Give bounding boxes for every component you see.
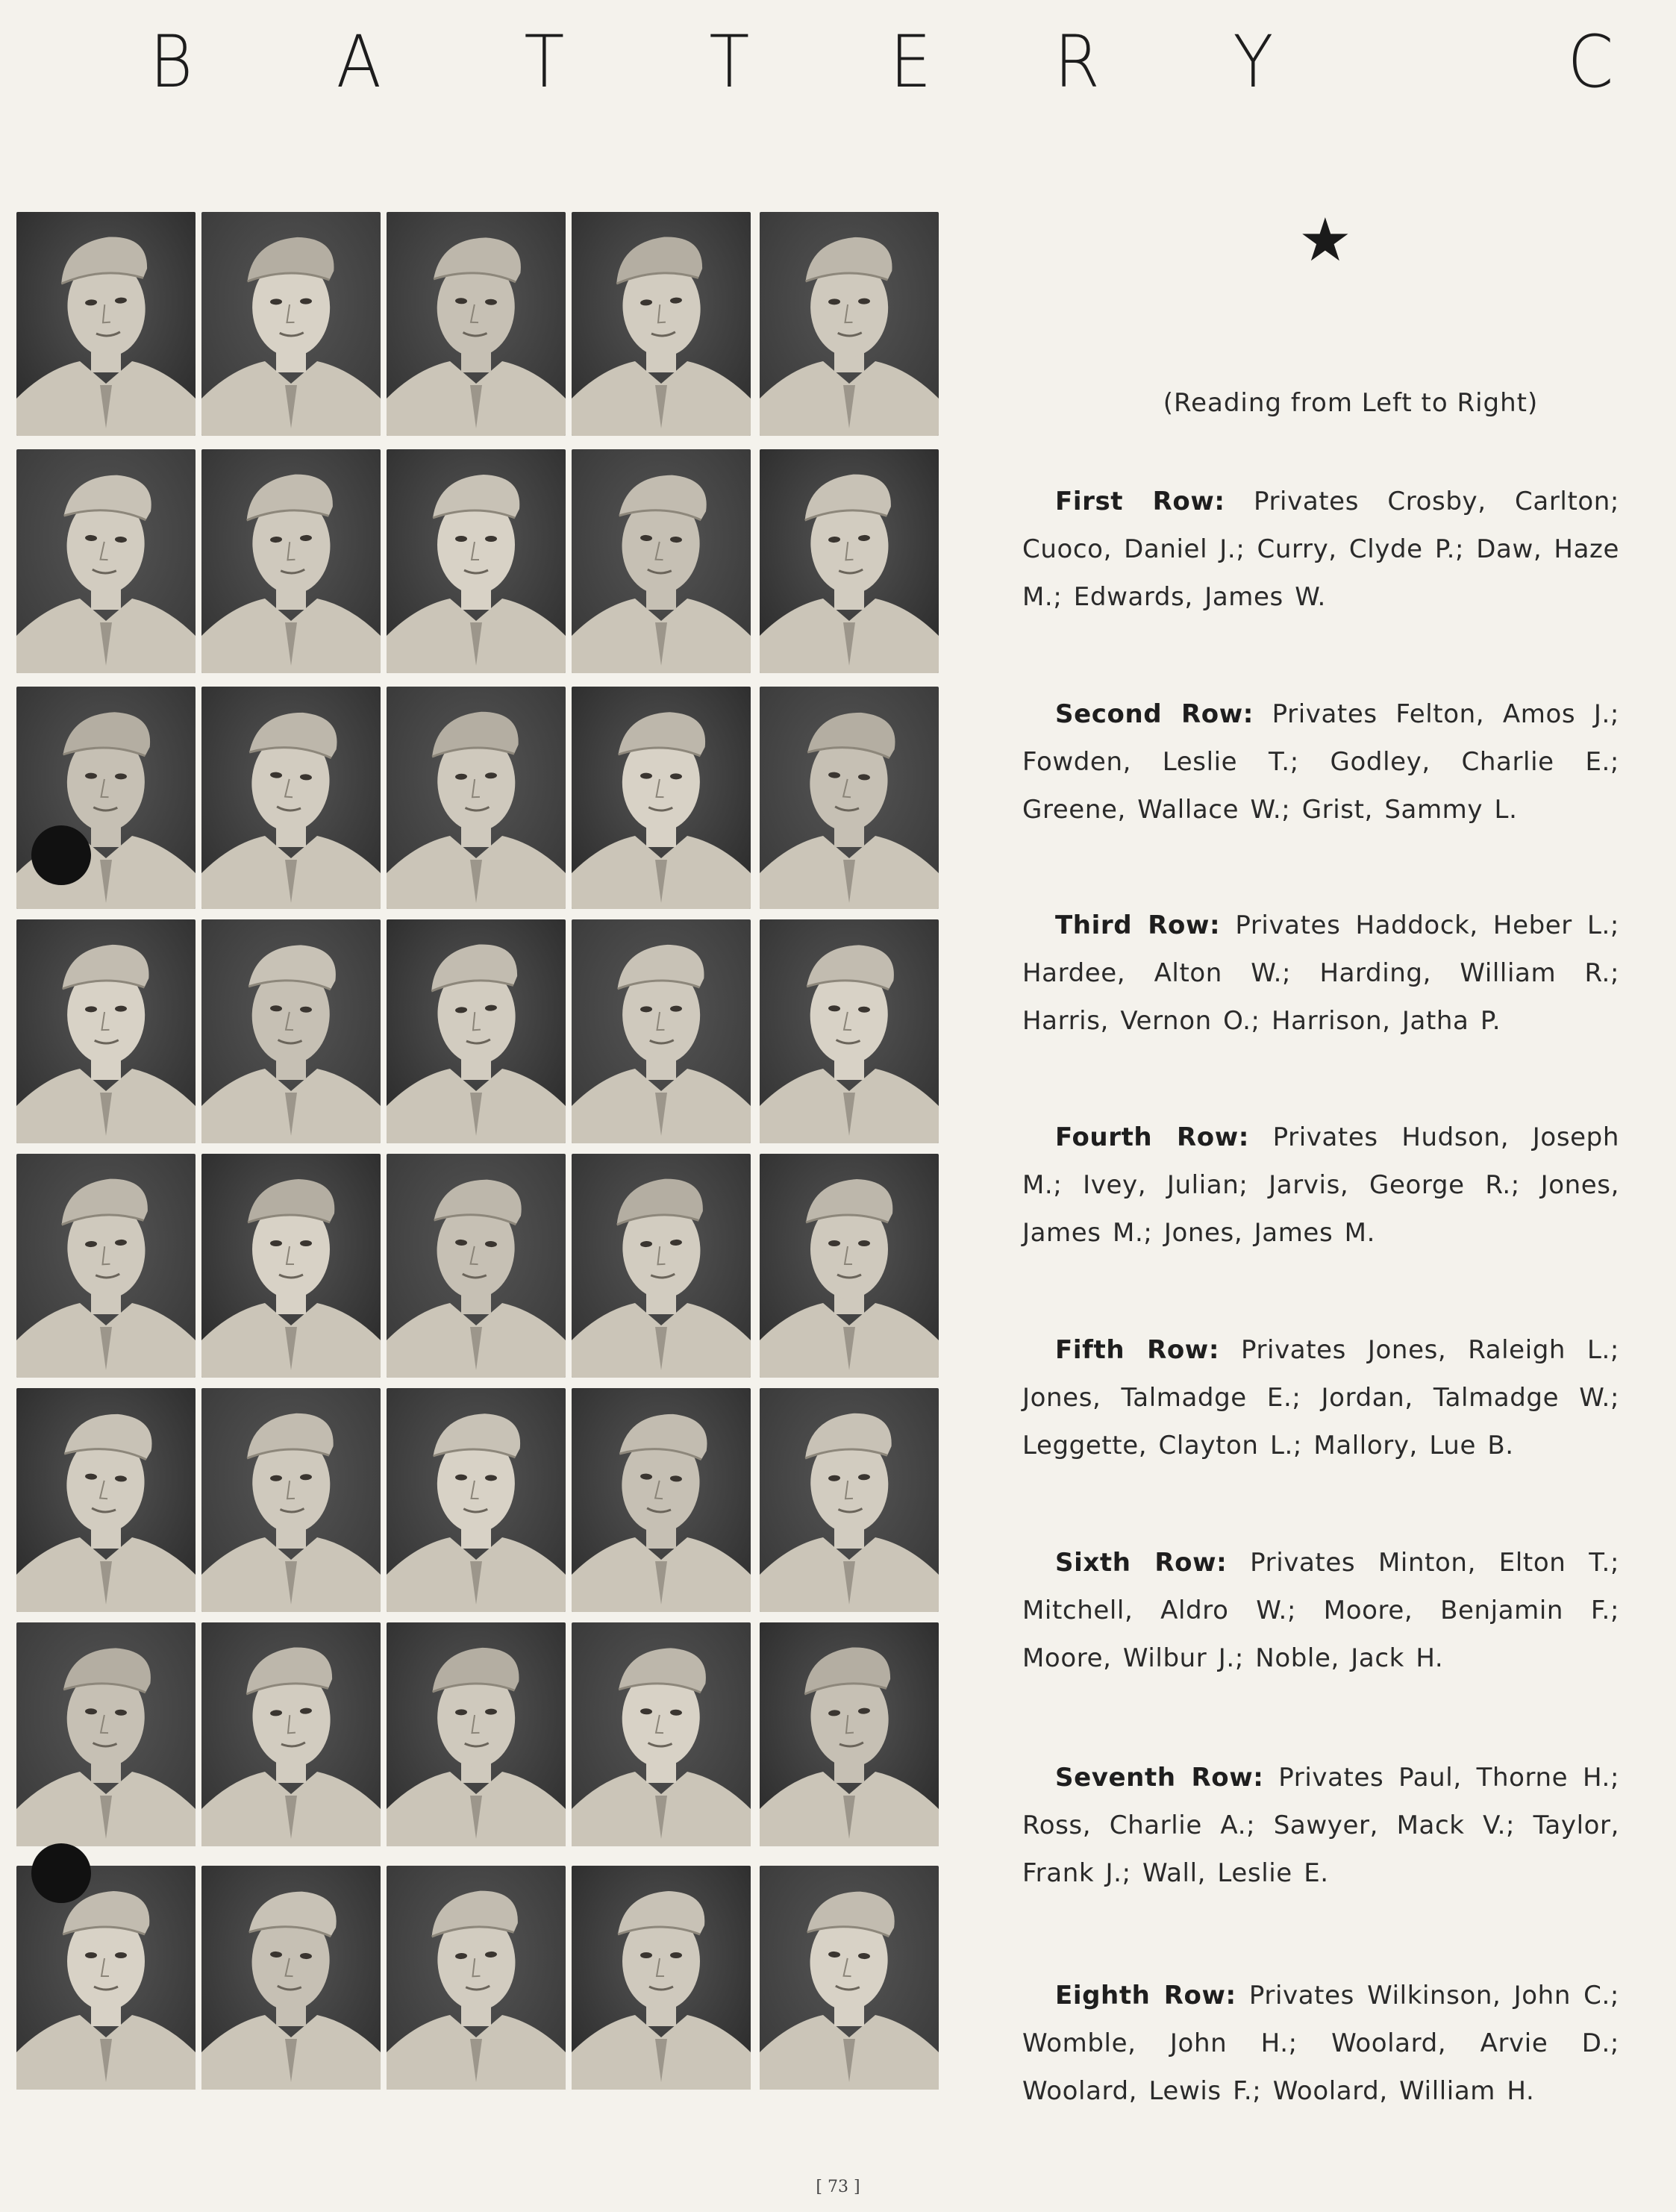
title-letter: C xyxy=(1567,20,1614,104)
row-label: First Row: xyxy=(1055,487,1225,516)
portrait-photo xyxy=(760,1154,939,1378)
row-caption-8 xyxy=(1022,1972,1619,2115)
page-number: [ 73 ] xyxy=(816,2178,860,2196)
row-label: Fifth Row: xyxy=(1055,1335,1220,1365)
portrait-photo xyxy=(572,687,751,909)
portrait-photo xyxy=(572,1388,751,1612)
page-title xyxy=(0,21,1676,103)
portrait-photo xyxy=(387,687,566,909)
portrait-photo xyxy=(760,212,939,436)
portrait-photo xyxy=(201,212,381,436)
row-names: Privates Minton, Elton T.; Mitchell, Aldro W.; Moore, Benjamin F.; Moore, Wilbur J.; Noble, Jack H. xyxy=(1022,1548,1619,1673)
row-names: Privates Felton, Amos J.; Fowden, Leslie T.; Godley, Charlie E.; Greene, Wallace W.; Grist, Sammy L. xyxy=(1022,699,1619,825)
title-letter: T xyxy=(709,20,750,104)
portrait-photo xyxy=(760,1866,939,2097)
row-caption-6 xyxy=(1022,1539,1619,1682)
portrait-photo xyxy=(387,1388,566,1612)
portrait-photo xyxy=(16,212,196,436)
row-label: Eighth Row: xyxy=(1055,1981,1236,2011)
portrait-photo xyxy=(572,1154,751,1378)
row-caption-2 xyxy=(1022,690,1619,834)
portrait-photo xyxy=(572,919,751,1143)
title-letter: E xyxy=(889,20,932,104)
row-names: Privates Haddock, Heber L.; Hardee, Alton W.; Harding, William R.; Harris, Vernon O.; Harrison, Jatha P. xyxy=(1022,910,1619,1036)
row-caption-7 xyxy=(1022,1754,1619,1897)
portrait-photo xyxy=(387,1154,566,1378)
row-names: Privates Hudson, Joseph M.; Ivey, Julian; Jarvis, George R.; Jones, James M.; Jones, James M. xyxy=(1022,1122,1619,1248)
title-letter: B xyxy=(149,20,193,104)
portrait-photo xyxy=(572,212,751,436)
portrait-photo xyxy=(387,1622,566,1848)
star-icon: ★ xyxy=(1298,205,1352,275)
portrait-photo xyxy=(760,687,939,909)
title-letter: R xyxy=(1054,20,1101,104)
title-letter: Y xyxy=(1233,20,1274,104)
portrait-photo xyxy=(16,1154,196,1378)
row-names: Privates Wilkinson, John C.; Womble, John H.; Woolard, Arvie D.; Woolard, Lewis F.; Woolard, William H. xyxy=(1022,1981,1619,2106)
portrait-photo xyxy=(760,1622,939,1848)
row-names: Privates Crosby, Carlton; Cuoco, Daniel J.; Curry, Clyde P.; Daw, Haze M.; Edwards, James W. xyxy=(1022,487,1619,612)
portrait-photo xyxy=(16,1866,196,2097)
portrait-photo xyxy=(201,1154,381,1378)
portrait-photo xyxy=(572,449,751,673)
title-letter: A xyxy=(336,20,382,104)
row-label: Fourth Row: xyxy=(1055,1122,1249,1152)
portrait-photo xyxy=(201,1388,381,1612)
portrait-photo xyxy=(201,1622,381,1848)
row-caption-1 xyxy=(1022,478,1619,621)
portrait-photo xyxy=(387,212,566,436)
portrait-photo xyxy=(572,1622,751,1848)
portrait-photo xyxy=(387,449,566,673)
portrait-photo xyxy=(201,919,381,1143)
row-label: Second Row: xyxy=(1055,699,1254,729)
row-label: Sixth Row: xyxy=(1055,1548,1228,1578)
portrait-photo xyxy=(760,919,939,1143)
row-caption-4 xyxy=(1022,1113,1619,1257)
portrait-grid xyxy=(16,212,928,2108)
portrait-photo xyxy=(201,687,381,909)
title-letter: T xyxy=(524,20,565,104)
row-names: Privates Paul, Thorne H.; Ross, Charlie A.; Sawyer, Mack V.; Taylor, Frank J.; Wall, Leslie E. xyxy=(1022,1763,1619,1888)
row-label: Seventh Row: xyxy=(1055,1763,1264,1793)
punch-hole xyxy=(31,1843,91,1903)
portrait-photo xyxy=(760,1388,939,1612)
portrait-photo xyxy=(16,919,196,1143)
portrait-photo xyxy=(16,1622,196,1848)
portrait-photo xyxy=(16,449,196,673)
row-names: Privates Jones, Raleigh L.; Jones, Talmadge E.; Jordan, Talmadge W.; Leggette, Clayton L.; Mallory, Lue B. xyxy=(1022,1335,1619,1460)
portrait-photo xyxy=(387,1866,566,2097)
portrait-photo xyxy=(201,1866,381,2097)
portrait-photo xyxy=(572,1866,751,2097)
portrait-photo xyxy=(201,449,381,673)
portrait-photo xyxy=(16,1388,196,1612)
row-label: Third Row: xyxy=(1055,910,1221,940)
row-caption-5 xyxy=(1022,1326,1619,1469)
punch-hole xyxy=(31,825,91,885)
portrait-photo xyxy=(760,449,939,673)
reading-note: (Reading from Left to Right) xyxy=(1163,388,1539,418)
row-caption-3 xyxy=(1022,902,1619,1045)
portrait-photo xyxy=(387,919,566,1143)
